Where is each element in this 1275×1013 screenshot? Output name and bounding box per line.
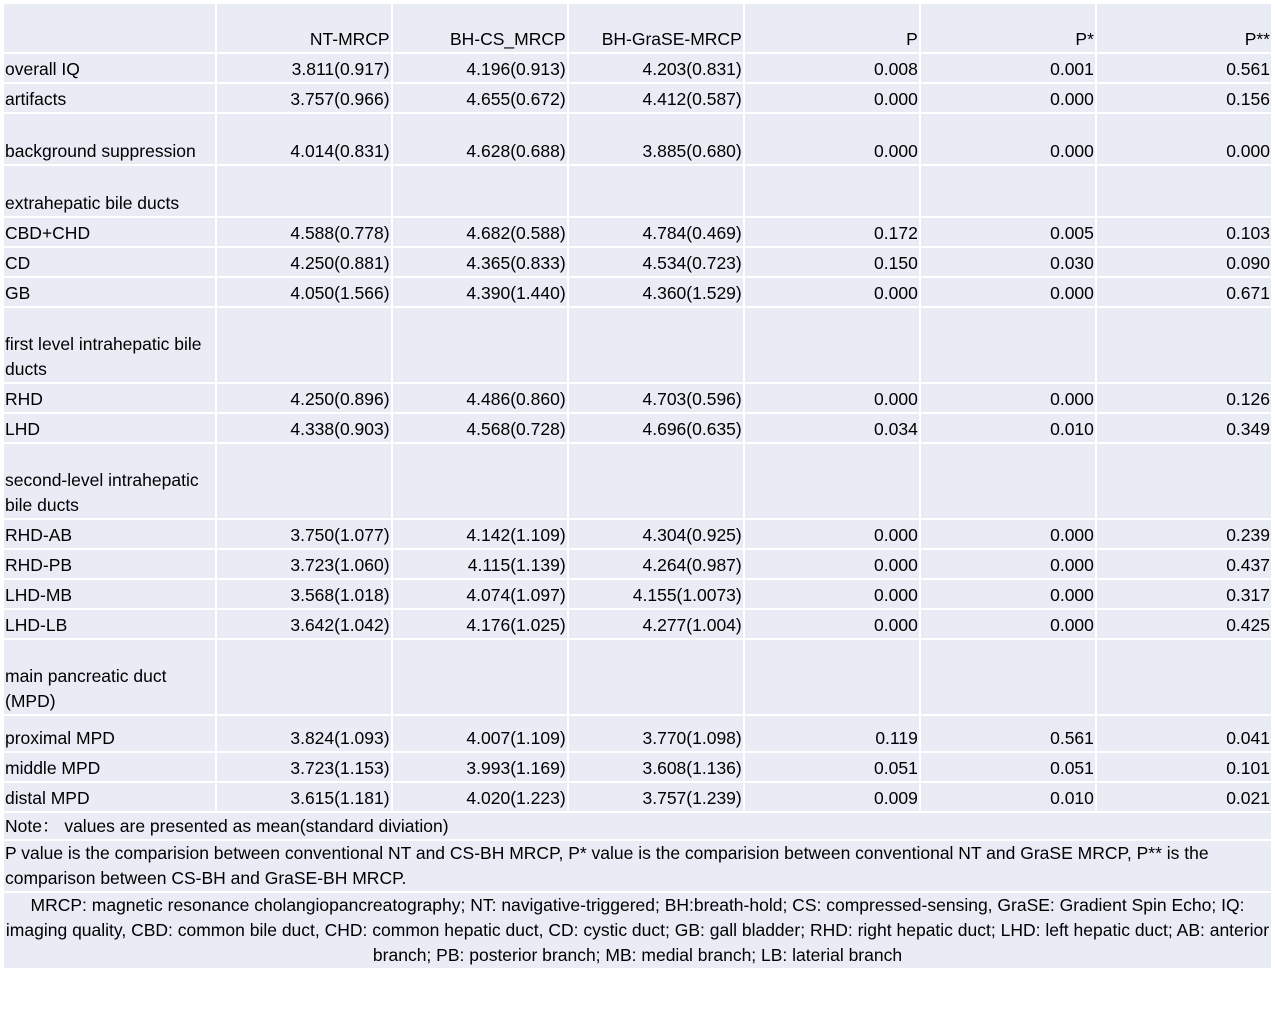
table-row (4, 610, 1271, 638)
row-label: artifacts (4, 84, 215, 112)
row-value: 0.000 (745, 610, 919, 638)
row-value: 0.005 (921, 218, 1095, 246)
row-value: 0.000 (745, 278, 919, 306)
row-value (745, 166, 919, 216)
row-value: 0.156 (1097, 84, 1271, 112)
row-value: 0.425 (1097, 610, 1271, 638)
row-value (217, 166, 391, 216)
header-row (4, 4, 1271, 52)
table-row (4, 54, 1271, 82)
header-cell-p-double-star: P** (1097, 4, 1271, 52)
row-value: 0.009 (745, 783, 919, 811)
row-value: 0.349 (1097, 414, 1271, 442)
row-value: 0.001 (921, 54, 1095, 82)
row-value: 4.568(0.728) (393, 414, 567, 442)
row-value: 3.824(1.093) (217, 716, 391, 751)
header-cell-p: P (745, 4, 919, 52)
row-value: 3.750(1.077) (217, 520, 391, 548)
row-value (921, 444, 1095, 518)
row-value (745, 640, 919, 714)
row-value: 3.568(1.018) (217, 580, 391, 608)
row-value: 4.074(1.097) (393, 580, 567, 608)
row-value: 0.000 (745, 520, 919, 548)
row-value: 4.655(0.672) (393, 84, 567, 112)
header-cell-nt-mrcp: NT-MRCP (217, 4, 391, 52)
row-value: 0.317 (1097, 580, 1271, 608)
row-value: 4.628(0.688) (393, 114, 567, 164)
table-row (4, 716, 1271, 751)
row-value: 4.196(0.913) (393, 54, 567, 82)
row-label: distal MPD (4, 783, 215, 811)
row-label: CD (4, 248, 215, 276)
row-value: 4.014(0.831) (217, 114, 391, 164)
row-value: 4.588(0.778) (217, 218, 391, 246)
row-label: first level intrahepatic bile ducts (4, 308, 215, 382)
row-value (393, 640, 567, 714)
row-value (569, 308, 743, 382)
row-value: 0.437 (1097, 550, 1271, 578)
row-value: 0.000 (745, 580, 919, 608)
row-value: 0.000 (921, 550, 1095, 578)
table-row (4, 753, 1271, 781)
row-value (569, 166, 743, 216)
row-value: 4.304(0.925) (569, 520, 743, 548)
row-value (1097, 308, 1271, 382)
row-label: LHD (4, 414, 215, 442)
row-value: 0.000 (745, 114, 919, 164)
row-value: 0.021 (1097, 783, 1271, 811)
table-row (4, 550, 1271, 578)
table-row (4, 580, 1271, 608)
row-label: RHD (4, 384, 215, 412)
row-value (745, 444, 919, 518)
row-value: 0.090 (1097, 248, 1271, 276)
row-value: 0.126 (1097, 384, 1271, 412)
row-value: 4.682(0.588) (393, 218, 567, 246)
notes-table (2, 811, 1273, 970)
row-label: extrahepatic bile ducts (4, 166, 215, 216)
row-value: 0.051 (921, 753, 1095, 781)
row-value: 4.412(0.587) (569, 84, 743, 112)
header-cell-bh-grase-mrcp: BH-GraSE-MRCP (569, 4, 743, 52)
row-value: 4.277(1.004) (569, 610, 743, 638)
header-cell-blank (4, 4, 215, 52)
row-value: 4.050(1.566) (217, 278, 391, 306)
row-value: 0.030 (921, 248, 1095, 276)
row-value: 0.000 (745, 84, 919, 112)
table-row (4, 84, 1271, 112)
row-label: proximal MPD (4, 716, 215, 751)
row-value: 0.561 (1097, 54, 1271, 82)
row-label: RHD-AB (4, 520, 215, 548)
row-value: 0.000 (921, 520, 1095, 548)
row-value (393, 166, 567, 216)
row-value: 4.155(1.0073) (569, 580, 743, 608)
row-value: 4.250(0.881) (217, 248, 391, 276)
row-value: 4.115(1.139) (393, 550, 567, 578)
row-value: 4.703(0.596) (569, 384, 743, 412)
row-value: 4.338(0.903) (217, 414, 391, 442)
row-label: GB (4, 278, 215, 306)
row-value: 0.034 (745, 414, 919, 442)
row-value: 4.534(0.723) (569, 248, 743, 276)
row-value: 4.007(1.109) (393, 716, 567, 751)
row-label: middle MPD (4, 753, 215, 781)
row-value (217, 444, 391, 518)
row-value: 4.784(0.469) (569, 218, 743, 246)
header-cell-p-star: P* (921, 4, 1095, 52)
row-value (1097, 444, 1271, 518)
row-value (569, 444, 743, 518)
row-value: 4.360(1.529) (569, 278, 743, 306)
row-value: 3.723(1.060) (217, 550, 391, 578)
row-value (393, 444, 567, 518)
results-table (2, 2, 1273, 813)
row-value: 0.150 (745, 248, 919, 276)
row-value: 0.041 (1097, 716, 1271, 751)
table-row (4, 166, 1271, 216)
note-row-2 (4, 841, 1271, 891)
row-value: 3.608(1.136) (569, 753, 743, 781)
row-value: 0.239 (1097, 520, 1271, 548)
row-value (921, 308, 1095, 382)
row-value (1097, 640, 1271, 714)
table-row (4, 520, 1271, 548)
row-value: 0.000 (921, 114, 1095, 164)
row-label: overall IQ (4, 54, 215, 82)
row-label: RHD-PB (4, 550, 215, 578)
row-label: CBD+CHD (4, 218, 215, 246)
row-label: second-level intrahepatic bile ducts (4, 444, 215, 518)
row-value: 0.010 (921, 783, 1095, 811)
row-value: 0.103 (1097, 218, 1271, 246)
table-row (4, 278, 1271, 306)
table-row (4, 114, 1271, 164)
table-row (4, 218, 1271, 246)
table-row (4, 640, 1271, 714)
note-row-1 (4, 813, 1271, 839)
row-value: 4.176(1.025) (393, 610, 567, 638)
row-value: 0.010 (921, 414, 1095, 442)
row-value: 0.000 (921, 610, 1095, 638)
row-value: 3.757(1.239) (569, 783, 743, 811)
row-value: 0.561 (921, 716, 1095, 751)
row-value: 3.615(1.181) (217, 783, 391, 811)
table-row (4, 248, 1271, 276)
row-value: 3.757(0.966) (217, 84, 391, 112)
table-row (4, 414, 1271, 442)
row-value: 3.723(1.153) (217, 753, 391, 781)
row-value: 4.264(0.987) (569, 550, 743, 578)
results-table-sheet (2, 2, 1273, 970)
row-value: 4.250(0.896) (217, 384, 391, 412)
note-values: Note： values are presented as mean(standard diviation) (4, 813, 1271, 839)
row-value: 3.770(1.098) (569, 716, 743, 751)
row-value: 0.000 (745, 550, 919, 578)
row-value: 0.000 (921, 580, 1095, 608)
table-row (4, 444, 1271, 518)
row-value: 0.000 (921, 84, 1095, 112)
row-label: background suppression (4, 114, 215, 164)
row-value: 4.020(1.223) (393, 783, 567, 811)
row-value: 0.101 (1097, 753, 1271, 781)
row-value (569, 640, 743, 714)
row-value: 4.142(1.109) (393, 520, 567, 548)
row-label: main pancreatic duct (MPD) (4, 640, 215, 714)
table-row (4, 308, 1271, 382)
row-value: 3.642(1.042) (217, 610, 391, 638)
row-value (745, 308, 919, 382)
row-label: LHD-MB (4, 580, 215, 608)
table-row (4, 384, 1271, 412)
row-value: 3.885(0.680) (569, 114, 743, 164)
note-p-values: P value is the comparision between conventional NT and CS-BH MRCP, P* value is the comparision between conventional NT and GraSE MRCP, P** is the comparison between CS-BH and GraSE-BH MRCP. (4, 841, 1271, 891)
row-value (217, 308, 391, 382)
row-value: 4.365(0.833) (393, 248, 567, 276)
row-value (217, 640, 391, 714)
row-value: 0.000 (745, 384, 919, 412)
row-value: 4.390(1.440) (393, 278, 567, 306)
row-value: 0.671 (1097, 278, 1271, 306)
note-abbreviations: MRCP: magnetic resonance cholangiopancreatography; NT: navigative-triggered; BH:breath-hold; CS: compressed-sensing, GraSE: Gradient Spin Echo; IQ: imaging quality, CBD: common bile duct, CHD: common hepatic duct, CD: cystic duct; GB: gall bladder; RHD: right hepatic duct; LHD: left hepatic duct; AB: anterior branch; PB: posterior branch; MB: medial branch; LB: laterial branch (4, 893, 1271, 968)
row-value: 4.486(0.860) (393, 384, 567, 412)
note-row-3 (4, 893, 1271, 968)
row-value (393, 308, 567, 382)
row-value: 0.000 (1097, 114, 1271, 164)
row-value (921, 166, 1095, 216)
row-value: 3.811(0.917) (217, 54, 391, 82)
row-value: 3.993(1.169) (393, 753, 567, 781)
row-value (1097, 166, 1271, 216)
header-cell-bh-cs-mrcp: BH-CS_MRCP (393, 4, 567, 52)
row-label: LHD-LB (4, 610, 215, 638)
table-row (4, 783, 1271, 811)
row-value: 0.119 (745, 716, 919, 751)
row-value: 0.008 (745, 54, 919, 82)
row-value: 0.172 (745, 218, 919, 246)
row-value: 4.696(0.635) (569, 414, 743, 442)
row-value: 4.203(0.831) (569, 54, 743, 82)
row-value: 0.051 (745, 753, 919, 781)
row-value (921, 640, 1095, 714)
row-value: 0.000 (921, 278, 1095, 306)
row-value: 0.000 (921, 384, 1095, 412)
